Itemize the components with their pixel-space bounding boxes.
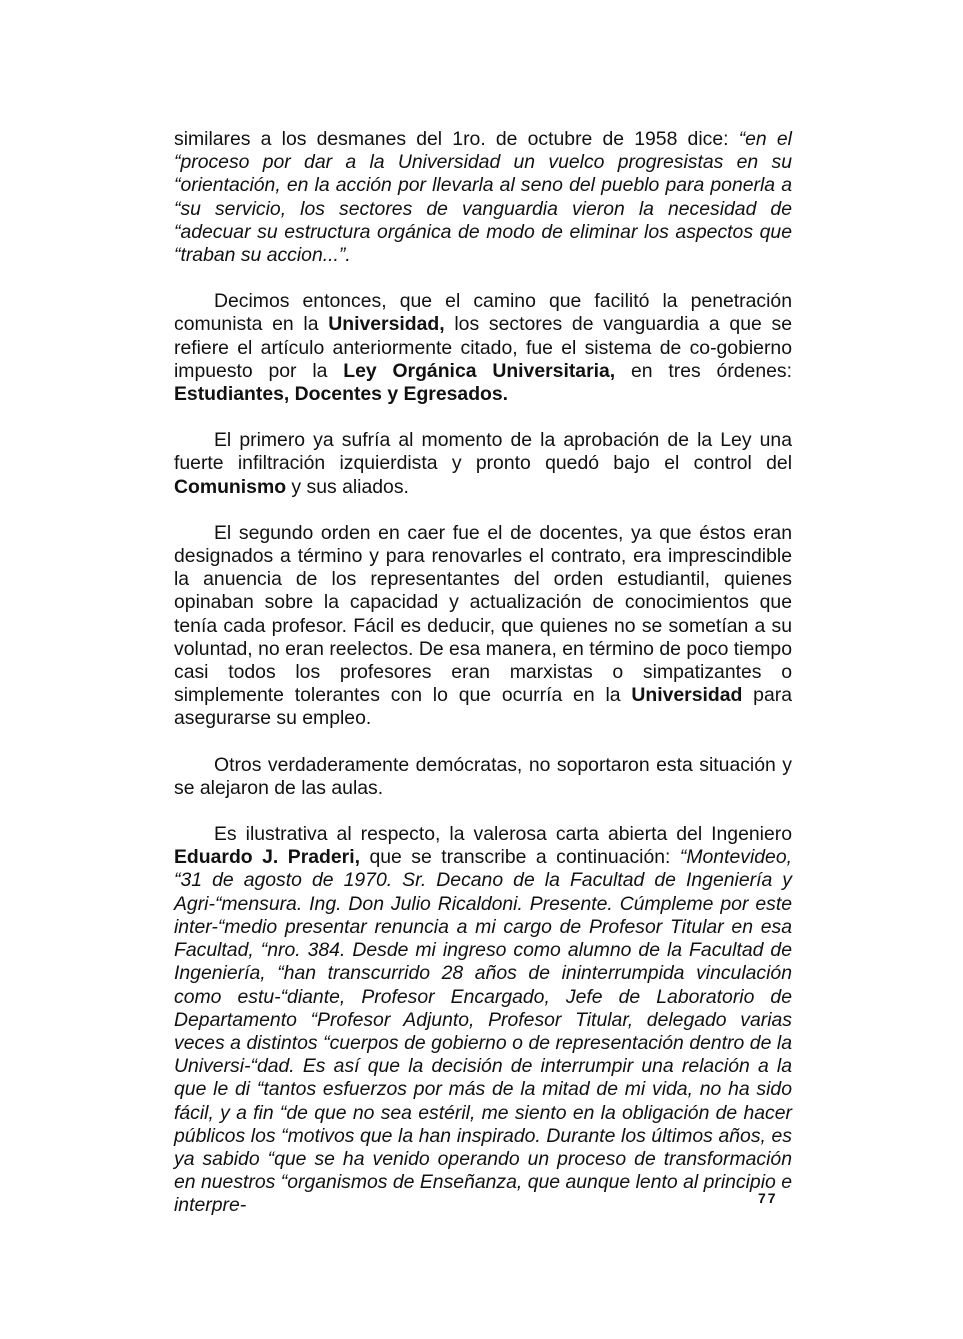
paragraph-3-text-a: El primero ya sufría al momento de la aprobación de la Ley una fuerte infiltración izquierdista y pronto quedó bajo el control del bbox=[174, 429, 792, 475]
paragraph-gap bbox=[174, 406, 792, 429]
paragraph-gap bbox=[174, 267, 792, 290]
paragraph-6-quote: “Montevideo, “31 de agosto de 1970. Sr. Decano de la Facultad de Ingeniería y Agri-“mensura. Ing. Don Julio Ricaldoni. Presente. Cúmpleme por este inter-“medio presentar renuncia a mi cargo de Profesor Titular en esa Facultad, “nro. 384. Desde mi ingreso como alumno de la Facultad de Ingeniería, “han transcurrido 28 años de ininterrumpida vinculación como estu-“diante, Profesor Encargado, Jefe de Laboratorio de Departamento “Profesor Adjunto, Profesor Titular, delegado varias veces a distintos “cuerpos de gobierno o de representación dentro de la Universi-“dad. Es así que la decisión de interrumpir una relación a la que le di “tantos esfuerzos por más de la mitad de mi vida, no ha sido fácil, y a fin “de que no sea estéril, me siento en la obligación de hacer públicos los “motivos que la han inspirado. Durante los últimos años, es ya sabido “que se ha venido operando un proceso de transformación en nuestros “organismos de Enseñanza, que aunque lento al principio e interpre- bbox=[174, 846, 792, 1217]
page-body bbox=[174, 128, 792, 1218]
paragraph-4-bold-a: Universidad bbox=[631, 684, 743, 707]
paragraph-1 bbox=[174, 128, 792, 267]
paragraph-gap bbox=[174, 800, 792, 823]
paragraph-1-quote: “en el “proceso por dar a la Universidad un vuelco progresistas en su “orientación, en la acción por llevarla al seno del pueblo para ponerla a “su servicio, los sectores de vanguardia vieron la necesidad de “adecuar su estructura orgánica de modo de eliminar los aspectos que “traban su accion...”. bbox=[174, 128, 792, 267]
paragraph-6 bbox=[174, 823, 792, 1217]
paragraph-4 bbox=[174, 522, 792, 731]
paragraph-gap bbox=[174, 731, 792, 754]
paragraph-2-text-a: Decimos entonces, que el camino que facilitó la penetración comunista en la bbox=[174, 290, 792, 336]
paragraph-6-text-a: Es ilustrativa al respecto, la valerosa carta abierta del Ingeniero bbox=[214, 823, 792, 846]
page-number: 77 bbox=[758, 1190, 778, 1206]
paragraph-5-text: Otros verdaderamente demócratas, no soportaron esta situación y se alejaron de las aulas. bbox=[174, 753, 792, 799]
paragraph-6-text-b: que se transcribe a continuación: bbox=[360, 846, 680, 869]
paragraph-4-text-b: para asegurarse su empleo. bbox=[174, 684, 792, 730]
paragraph-5 bbox=[174, 754, 792, 800]
paragraph-3-bold-a: Comunismo bbox=[174, 475, 287, 498]
paragraph-4-text-a: El segundo orden en caer fue el de docentes, ya que éstos eran designados a término y para renovarles el contrato, era imprescindible la anuencia de los representantes del orden estudiantil, quienes opinaban sobre la capacidad y actualización de conocimientos que tenía cada profesor. Fácil es deducir, que quienes no se sometían a su voluntad, no eran reelectos. De esa manera, en término de poco tiempo casi todos los profesores eran marxistas o simpatizantes o simplemente tolerantes con lo que ocurría en la bbox=[174, 521, 792, 707]
paragraph-3 bbox=[174, 429, 792, 499]
paragraph-1-text: similares a los desmanes del 1ro. de octubre de 1958 dice: bbox=[174, 128, 739, 150]
paragraph-2-text-c: en tres órdenes: bbox=[615, 359, 792, 382]
paragraph-2-bold-b: Ley Orgánica Universitaria, bbox=[343, 359, 616, 382]
paragraph-3-text-b: y sus aliados. bbox=[286, 475, 409, 498]
paragraph-2 bbox=[174, 290, 792, 406]
paragraph-gap bbox=[174, 499, 792, 522]
paragraph-2-text-b: los sectores de vanguardia a que se refiere el artículo anteriormente citado, fue el sistema de co-gobierno impuesto por la bbox=[174, 313, 792, 382]
paragraph-6-bold-a: Eduardo J. Praderi, bbox=[174, 846, 360, 869]
paragraph-2-bold-a: Universidad, bbox=[328, 313, 445, 336]
paragraph-2-bold-c: Estudiantes, Docentes y Egresados. bbox=[174, 383, 509, 406]
